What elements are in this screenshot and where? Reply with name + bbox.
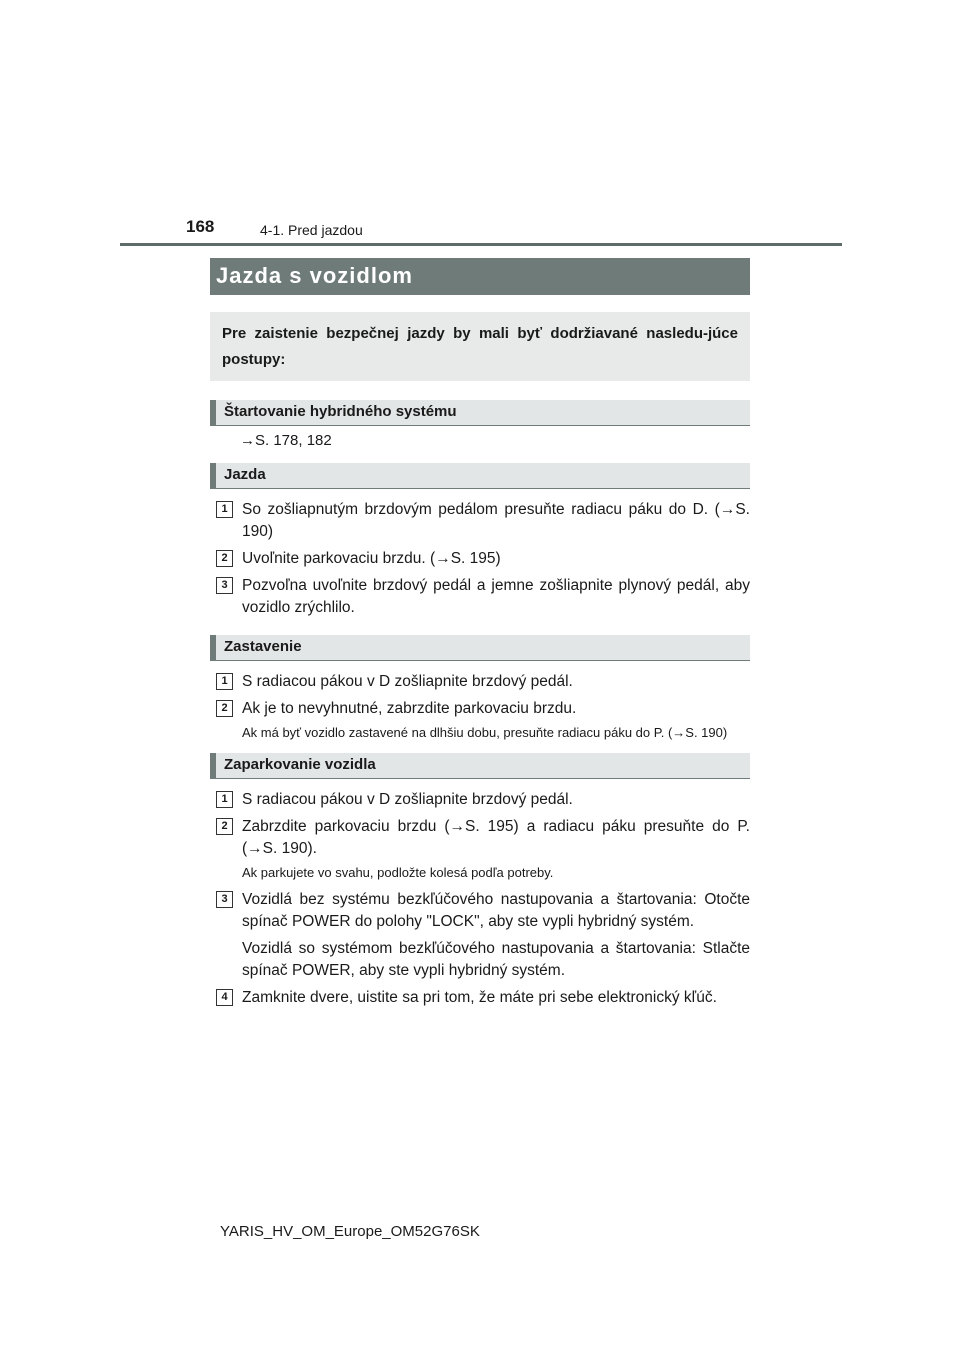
section-heading-park: Zaparkovanie vozidla: [210, 753, 750, 779]
section-heading-start: Štartovanie hybridného systému: [210, 400, 750, 426]
step-number-badge: 2: [216, 818, 233, 835]
intro-box: Pre zaistenie bezpečnej jazdy by mali byť dodržiavané nasledu-júce postupy:: [210, 312, 750, 381]
start-page-reference: →S. 178, 182: [240, 432, 332, 449]
step-text: Uvoľnite parkovaciu brzdu. (→S. 195): [242, 550, 501, 567]
page-title: Jazda s vozidlom: [210, 258, 750, 295]
step-number-badge: 3: [216, 577, 233, 594]
stop-steps: [210, 671, 750, 720]
park-note: Ak parkujete vo svahu, podložte kolesá podľa potreby.: [242, 865, 554, 880]
header-rule: [120, 243, 842, 246]
step-text: Zamknite dvere, uistite sa pri tom, že máte pri sebe elektronický kľúč.: [242, 989, 717, 1006]
park-steps: [210, 789, 750, 860]
drive-step: [210, 575, 750, 619]
park-step: [210, 889, 750, 933]
park-step: [210, 987, 750, 1009]
page-content: [210, 258, 750, 1014]
step-number-badge: 2: [216, 550, 233, 567]
step-number-badge: 1: [216, 673, 233, 690]
stop-step: [210, 671, 750, 693]
step-text: Ak je to nevyhnutné, zabrzdite parkovaciu brzdu.: [242, 700, 577, 717]
step-number-badge: 1: [216, 791, 233, 808]
park-step3-alternative: Vozidlá so systémom bezkľúčového nastupovania a štartovania: Stlačte spínač POWER, aby ste vypli hybridný systém.: [242, 940, 750, 979]
step-text: Vozidlá bez systému bezkľúčového nastupovania a štartovania: Otočte spínač POWER do polohy "LOCK", aby ste vypli hybridný systém.: [242, 891, 750, 930]
step-number-badge: 4: [216, 989, 233, 1006]
drive-steps: [210, 499, 750, 619]
stop-step: [210, 698, 750, 720]
document-code: YARIS_HV_OM_Europe_OM52G76SK: [220, 1223, 480, 1240]
step-text: S radiacou pákou v D zošliapnite brzdový pedál.: [242, 673, 573, 690]
park-steps-final: [210, 987, 750, 1009]
park-steps-continued: [210, 889, 750, 933]
step-text: Pozvoľna uvoľnite brzdový pedál a jemne zošliapnite plynový pedál, aby vozidlo zrýchlilo.: [242, 577, 750, 616]
step-text: So zošliapnutým brzdovým pedálom presuňte radiacu páku do D. (→S. 190): [242, 501, 750, 540]
step-text: Zabrzdite parkovaciu brzdu (→S. 195) a radiacu páku presuňte do P. (→S. 190).: [242, 818, 750, 857]
section-heading-drive: Jazda: [210, 463, 750, 489]
section-heading-stop: Zastavenie: [210, 635, 750, 661]
page-number: 168: [186, 217, 215, 236]
park-step: [210, 789, 750, 811]
stop-note: Ak má byť vozidlo zastavené na dlhšiu dobu, presuňte radiacu páku do P. (→S. 190): [242, 725, 728, 740]
step-number-badge: 1: [216, 501, 233, 518]
drive-step: [210, 548, 750, 570]
step-number-badge: 3: [216, 891, 233, 908]
park-step: [210, 816, 750, 860]
drive-step: [210, 499, 750, 543]
step-number-badge: 2: [216, 700, 233, 717]
section-reference: 4-1. Pred jazdou: [260, 222, 363, 238]
step-text: S radiacou pákou v D zošliapnite brzdový pedál.: [242, 791, 573, 808]
